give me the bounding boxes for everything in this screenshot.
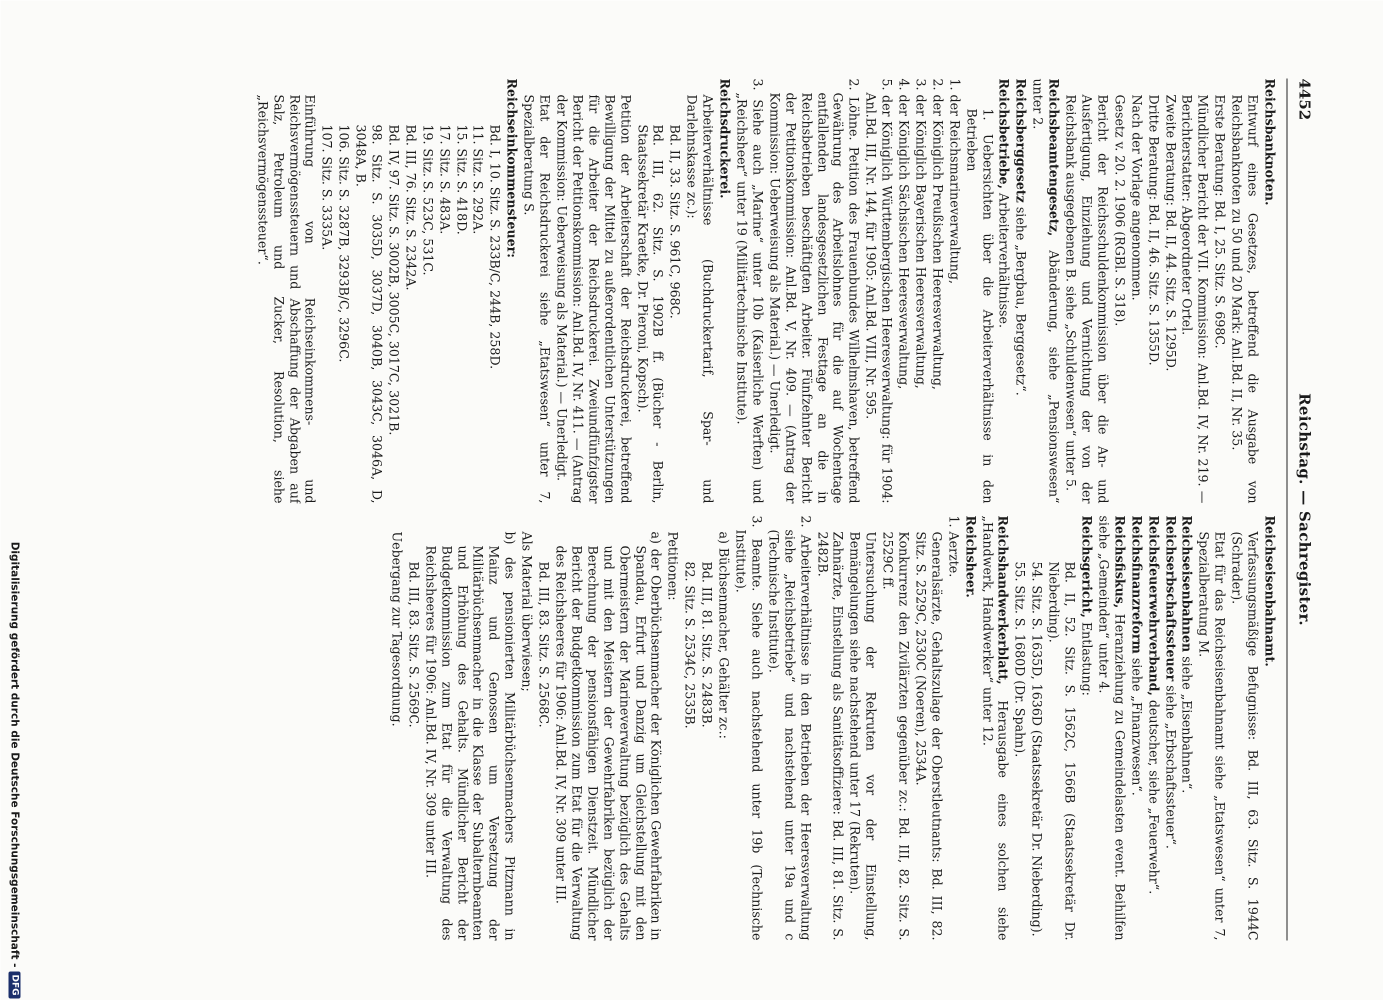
index-entry (962, 515, 978, 940)
index-entry (1195, 515, 1227, 940)
entry-text: Nach der Vorlage angenommen. (1128, 94, 1144, 301)
index-entry (1128, 78, 1144, 503)
index-entry (1078, 515, 1094, 940)
entry-text: Zweite Beratung: Bd. II, 44. Sitz. S. 1295D. (1162, 94, 1178, 371)
entry-headword: Reichsbeamtengesetz, (1046, 78, 1062, 236)
index-entry (666, 78, 682, 503)
entry-text: siehe „Finanzwesen“. (1128, 657, 1144, 796)
index-entry (1095, 515, 1127, 940)
entry-text: Bd. III, 83. Sitz. S. 2568C. (536, 561, 552, 728)
entry-text: 4. der Königlich Sächsischen Heeresverwaltung, (896, 78, 912, 389)
index-entry (1162, 515, 1178, 940)
entry-headword: Reichsbetriebe, (996, 78, 1012, 189)
entry-text: 82. Sitz. S. 2534C, 2535B. (682, 561, 698, 729)
entry-headword: Reichseisenbahnen (1179, 515, 1195, 652)
entry-text: Als Material überwiesen; (519, 531, 535, 692)
index-entry (553, 78, 633, 503)
index-entry (766, 78, 861, 503)
index-entry (1261, 78, 1277, 503)
page-number: 4452 (1295, 78, 1313, 120)
index-entry (715, 515, 731, 940)
entry-headword: Reichseinkommensteuer: (504, 78, 520, 258)
entry-headword: Reichsheer. (962, 515, 978, 598)
entry-text: a) Büchsenmacher, Gehälter zc.: (716, 531, 732, 739)
left-column (80, 78, 1277, 503)
entry-text: 15. Sitz. S. 418D. (453, 124, 469, 235)
entry-text: 5. der Königlich Württembergischen Heeresverwaltung: für 1904: Anl.Bd. III, Nr. 144, für 1905: Anl.Bd. VIII, Nr. 595. (863, 78, 895, 503)
entry-text: 54. Sitz. S. 1635D, 1636D (Staatssekretär Dr. Nieberding). (1029, 561, 1045, 937)
entry-headword: Reichseisenbahnamt. (1262, 515, 1277, 667)
entry-text: Heranziehung zu Gemeindelasten event. Beihilfen siehe „Gemeinden“ unter 4. (1095, 515, 1127, 940)
index-entry (385, 78, 401, 503)
entry-headword: Reichsbanknoten. (1262, 78, 1277, 205)
entry-text: Bd. II, 33. Sitz. S. 961C, 968C. (667, 124, 683, 319)
index-entry (1012, 515, 1028, 940)
entry-text: Bericht der Reichsschuldenkommission über die An- und Ausfertigung, Einziehung und Vernichtung der von der Reichsbank ausgegebenen B. siehe „Schuldenwesen“ unter 5. (1063, 94, 1110, 503)
index-entry (520, 78, 552, 503)
entry-text: 3. der Königlich Bayerischen Heeresverwaltung, (912, 78, 928, 389)
index-entry (335, 78, 351, 503)
entry-headword: Reichshandwerkerblatt, (995, 515, 1011, 685)
index-entry (1111, 78, 1127, 503)
entry-text: 3. Siehe auch „Marine“ unter 10b (Kaiserliche Werften) und „Reichsheer“ unter 19 (Militärtechnische Institute). (734, 78, 765, 503)
index-entry (862, 78, 894, 503)
entry-text: Dritte Beratung: Bd. II, 46. Sitz. S. 1355D. (1145, 94, 1161, 366)
entry-text: Erste Beratung: Bd. I, 25. Sitz. S. 698C. (1212, 94, 1228, 349)
index-entry (1145, 78, 1161, 503)
index-entry (1179, 515, 1195, 940)
entry-text: Etat für das Reichseisenbahnamt siehe „Etatswesen“ unter 7, Spezialberatung M. (1196, 531, 1228, 940)
index-entry (879, 515, 911, 940)
index-entry (733, 78, 765, 503)
entry-text: Bd. IV, 97. Sitz. S. 3002B, 3005C, 3017C, 3021B. (385, 124, 401, 435)
entry-headword: Reichsgericht, (1079, 515, 1095, 618)
entry-headword: Reichsfiskus, (1111, 515, 1127, 608)
index-entry (1062, 78, 1110, 503)
index-entry (698, 515, 714, 940)
entry-text: Bd. III, 76. Sitz. S. 2342A. (402, 124, 418, 290)
index-entry (470, 78, 486, 503)
index-entry (1228, 78, 1260, 503)
index-entry (318, 78, 334, 503)
index-entry (946, 78, 962, 503)
entry-text: a) der Oberbüchsenmacher der Königlichen Gewehrfabriken in Spandau, Erfurt und Danzig um Gleichstellung mit den Obermeistern der Marineverwaltung bezüglich des Gehalts und mit den Meistern der Gewehrfabriken bezüglich der Berechnung der pensionsfähigen Dienstzeit. Mündlicher Bericht der Budgetkommission zum Etat für die Verwaltung des Reichsheeres für 1906: Anl.Bd. IV, Nr. 309 unter III. (553, 531, 664, 940)
index-entry (518, 515, 534, 940)
index-entry (963, 78, 995, 503)
index-entry (664, 515, 680, 940)
entry-text: Abänderung, siehe „Pensionswesen“ unter 2. (1030, 78, 1062, 503)
entry-text: deutscher, siehe „Feuerwehr“. (1145, 699, 1161, 894)
index-entry (895, 78, 911, 503)
entry-text: Bd. III, 62. Sitz. S. 1902B ff. (Bücher - Berlin, Staatssekretär Kraetke, Dr. Pieroni, Kopsch). (634, 124, 666, 503)
entry-text: Konkurrenz den Zivilärzten gegenüber zc.: Bd. III, 82. Sitz. S. 2529C ff. (880, 531, 912, 940)
entry-text: 1. Uebersichten über die Arbeiterverhältnisse in den Betrieben (963, 108, 995, 503)
index-entry (1228, 515, 1260, 940)
index-entry (1179, 78, 1211, 503)
index-entry (929, 78, 945, 503)
index-entry (683, 78, 715, 503)
index-entry (1045, 515, 1077, 940)
header-rule (1286, 78, 1287, 940)
index-entry (503, 78, 519, 503)
entry-text: Etat der Reichsdruckerei siehe „Etatswesen“ unter 7, Spezialberatung S. (521, 94, 553, 503)
entry-headword: Reichserbschaftssteuer (1162, 515, 1178, 681)
index-entry (1261, 515, 1277, 940)
dfg-logo: DFG (8, 971, 20, 998)
index-entry (846, 515, 878, 940)
entry-text: 107. Sitz. S. 3335A. (319, 124, 335, 250)
entry-headword: Reichsdruckerei. (717, 78, 733, 198)
entry-text: 2. Arbeiterverhältnisse in den Betrieben der Heeresverwaltung siehe „Reichsbetriebe“ und nachstehend unter 19a und c (Technische Institute). (765, 515, 813, 940)
index-entry (535, 515, 551, 940)
entry-text: Generalsärzte, Gehaltszulage der Oberstleutnants: Bd. III, 82. Sitz. S. 2529C, 2530C (Noeren), 2534A. (912, 531, 944, 940)
index-entry (436, 78, 452, 503)
index-entry (765, 515, 813, 940)
index-entry (453, 78, 469, 503)
entry-text: 55. Sitz. S. 1680D (Dr. Spahn). (1012, 561, 1028, 757)
funding-footer (4, 2, 24, 998)
entry-text: Gesetz v. 20. 2. 1906 (RGBl. S. 318). (1111, 94, 1127, 326)
entry-text: Mündlicher Bericht der VII. Kommission: Anl.Bd. IV, Nr. 219. — Berichterstatter: Abgeordneter Ortel. (1179, 94, 1211, 503)
index-entry (419, 78, 435, 503)
index-entry (1128, 515, 1144, 940)
right-column (80, 515, 1277, 940)
entry-text: 2. der Königlich Preußischen Heeresverwaltung, (929, 78, 945, 390)
index-entry (912, 515, 944, 940)
entry-text: Zahnärzte, Einstellung als Sanitätsoffiziere: Bd. III, 81. Sitz. S. 2482B. (814, 531, 846, 940)
entry-text: Untersuchung der Rekruten vor der Einstellung, Bemängelungen siehe nachstehend unter 17 (Rekruten). (847, 531, 879, 940)
entry-headword: Reichsberggesetz (1013, 78, 1029, 203)
index-entry (1211, 78, 1227, 503)
index-entry (402, 78, 418, 503)
index-entry (716, 78, 732, 503)
entry-text: Verfassungsmäßige Befugnisse: Bd. III, 63. Sitz. S. 1944C (Schrader). (1229, 531, 1261, 940)
index-entry (1145, 515, 1161, 940)
index-entry (1029, 78, 1061, 503)
index-entry (1028, 515, 1044, 940)
entry-text: 106. Sitz. S. 3287B, 3293B/C, 3296C. (336, 124, 352, 362)
index-entry (1162, 78, 1178, 503)
running-title: Reichstag. — Sachregister. (1295, 392, 1313, 626)
entry-text: Uebergang zur Tagesordnung. (388, 531, 404, 727)
entry-text: Arbeiterverhältnisse (Buchdruckertarif, Spar- und Darlehnskasse zc.): (684, 94, 716, 503)
entry-text: Arbeiterverhältnisse. (996, 192, 1012, 328)
entry-text: 17. Sitz. S. 483A. (436, 124, 452, 234)
entry-text: siehe „Eisenbahnen“. (1179, 655, 1195, 793)
entry-text: Petitionen: (665, 531, 681, 601)
page-header (1287, 78, 1313, 940)
index-entry (1013, 78, 1029, 503)
index-entry (487, 78, 503, 503)
index-entry (388, 515, 404, 940)
index-entry (996, 78, 1012, 503)
index-entry (405, 515, 421, 940)
entry-text: Bd. III, 81. Sitz. S. 2483B. (699, 561, 715, 728)
entry-text: Entlastung: (1079, 621, 1095, 696)
entry-text: 1. der Reichsmarineverwaltung, (946, 78, 962, 284)
entry-text: siehe „Bergbau, Berggesetz“. (1013, 206, 1029, 396)
entry-text: Petition der Arbeiterschaft der Reichsdruckerei, betreffend Bewilligung der Mittel zu außerordentlichen Unterstützungen für die Arbeiter der Reichsdruckerei. Zweiundfünfzigster Bericht der Petitionskommission: Anl.Bd. IV, Nr. 411. — (Antrag der Kommission: Ueberweisung als Material.) — Unerledigt. (554, 94, 633, 503)
index-entry (814, 515, 846, 940)
index-entry (634, 78, 666, 503)
entry-text: Bd. II, 52. Sitz. S. 1562C, 1566B (Staatssekretär Dr. Nieberding). (1046, 561, 1078, 940)
entry-text: 98. Sitz. S. 3035D, 3037D, 3040B, 3043C, 3046A, D, 3048A, B. (353, 124, 385, 503)
entry-text: Bd. III, 83. Sitz. S. 2569C. (405, 561, 421, 728)
index-entry (352, 78, 384, 503)
index-entry (552, 515, 663, 940)
index-entry (912, 78, 928, 503)
index-entry (732, 515, 764, 940)
index-entry (979, 515, 1011, 940)
entry-text: Entwurf eines Gesetzes, betreffend die Ausgabe von Reichsbanknoten zu 50 und 20 Mark: Anl.Bd. II, Nr. 35. (1229, 94, 1261, 503)
entry-text: 1. Aerzte. (945, 515, 961, 577)
entry-text: 19. Sitz. S. 523C, 531C. (419, 124, 435, 276)
entry-text: Einführung von Reichseinkommens- und Reichsvermögenssteuern und Abschaffung der Abgaben auf Salz, Petroleum und Zucker, Resolution, siehe „Reichsvermögenssteuer“. (254, 94, 318, 503)
entry-text: Herausgabe eines solchen siehe „Handwerk, Handwerker“ unter 12. (979, 515, 1011, 940)
entry-text: siehe „Erbschaftssteuer“. (1162, 684, 1178, 849)
entry-text: 11. Sitz. S. 292A. (470, 124, 486, 234)
index-entry (945, 515, 961, 940)
entry-headword: Reichsfeuerwehrverband, (1145, 515, 1161, 696)
index-entry (681, 515, 697, 940)
entry-text: b) des pensionierten Militärbüchsenmachers Pitzmann in Mainz und Genossen um Versetzung der Militärbüchsenmacher in die Klasse der Subalternbeamten und Erhöhung des Gehalts. Mündlicher Bericht der Budgetkommission zum Etat für die Verwaltung des Reichsheeres für 1906: Anl.Bd. IV, Nr. 309 unter III. (422, 531, 518, 940)
entry-text: Bd. I, 10. Sitz. S. 233B/C, 244B, 258D. (487, 124, 503, 369)
entry-text: 2. Löhne. Petition des Frauenbundes Wilhelmshaven, betreffend Gewährung des Arbeitslohnes für die auf Wochentage entfallenden landesgesetzlichen Festtage an die in Reichsbetrieben beschäftigten Arbeiter. Fünfzehnter Bericht der Petitionskommission: Anl.Bd. V, Nr. 409. — (Antrag der Kommission: Ueberweisung als Material.) — Unerledigt. (766, 78, 862, 503)
entry-headword: Reichsfinanzreform (1128, 515, 1144, 654)
footer-text: Digitalisierung gefördert durch die Deutsche Forschungsgemeinschaft - (8, 541, 20, 967)
index-entry (422, 515, 517, 940)
entry-text: 3. Beamte. Siehe auch nachstehend unter 19b (Technische Institute). (733, 515, 764, 940)
index-entry (254, 78, 318, 503)
